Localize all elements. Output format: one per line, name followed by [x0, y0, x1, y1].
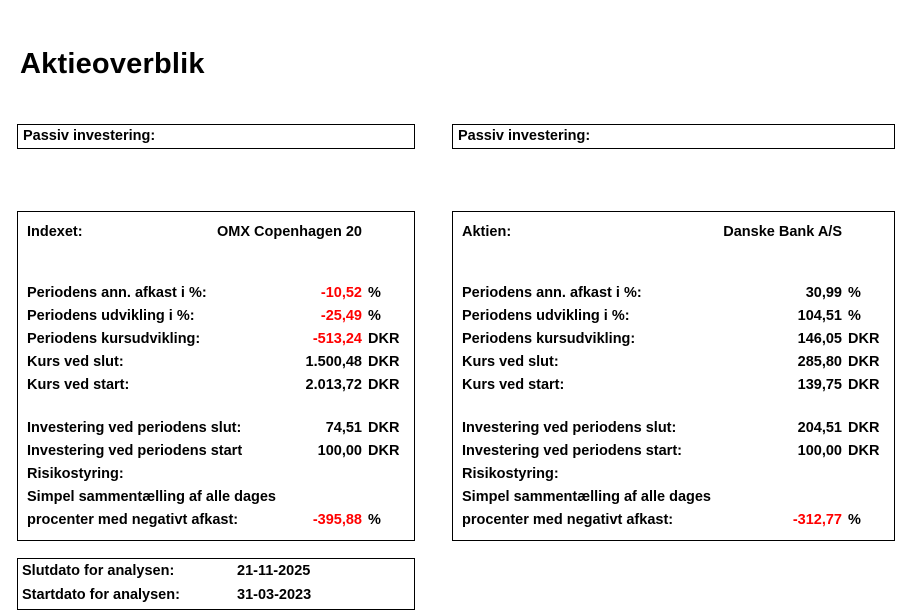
row-unit: DKR — [368, 443, 400, 459]
row-label: Periodens ann. afkast i %: — [27, 285, 207, 301]
row-unit: DKR — [848, 354, 880, 370]
row-unit: DKR — [368, 354, 400, 370]
passive-investing-label-right: Passiv investering: — [458, 128, 591, 144]
row-unit: % — [848, 512, 861, 528]
row-unit: % — [848, 308, 861, 324]
risk-value-row — [458, 509, 882, 532]
table-row — [23, 351, 402, 374]
risk-description-row — [458, 486, 882, 509]
row-label: Kurs ved start: — [27, 377, 130, 393]
row-value: 1.500,48 — [305, 354, 362, 370]
passive-investing-strip-left — [17, 124, 415, 149]
table-row — [458, 282, 882, 305]
start-date-label: Startdato for analysen: — [22, 587, 180, 603]
table-row — [458, 417, 882, 440]
row-value: -395,88 — [312, 512, 362, 528]
row-label: Kurs ved start: — [462, 377, 565, 393]
index-header-label: Indexet: — [27, 224, 83, 240]
risk-description-row — [23, 486, 402, 509]
table-row — [23, 305, 402, 328]
spacer — [458, 244, 882, 282]
row-value: -513,24 — [312, 331, 362, 347]
row-unit: DKR — [368, 331, 400, 347]
row-label: procenter med negativt afkast: — [462, 512, 674, 528]
row-value: 285,80 — [797, 354, 842, 370]
table-row — [23, 440, 402, 463]
row-value: -312,77 — [792, 512, 842, 528]
row-label: Periodens udvikling i %: — [27, 308, 195, 324]
end-date-label: Slutdato for analysen: — [22, 563, 175, 579]
table-row — [458, 374, 882, 397]
spacer — [23, 244, 402, 282]
table-row — [458, 328, 882, 351]
row-label: Periodens ann. afkast i %: — [462, 285, 642, 301]
stock-summary-panel — [452, 211, 895, 541]
row-unit: % — [368, 512, 381, 528]
row-unit: DKR — [368, 377, 400, 393]
row-value: 204,51 — [797, 420, 842, 436]
row-label: Periodens kursudvikling: — [27, 331, 201, 347]
row-value: 146,05 — [797, 331, 842, 347]
row-value: 74,51 — [325, 420, 362, 436]
row-unit: DKR — [848, 443, 880, 459]
risk-value-row — [23, 509, 402, 532]
index-header-value: OMX Copenhagen 20 — [216, 224, 362, 240]
row-unit: DKR — [848, 377, 880, 393]
risk-description: Simpel sammentælling af alle dages — [27, 489, 276, 505]
spacer — [458, 397, 882, 417]
row-label: procenter med negativt afkast: — [27, 512, 239, 528]
page-title: Aktieoverblik — [20, 48, 205, 80]
table-row — [23, 417, 402, 440]
risk-description: Simpel sammentælling af alle dages — [462, 489, 711, 505]
row-label: Kurs ved slut: — [462, 354, 559, 370]
start-date-value: 31-03-2023 — [237, 587, 312, 603]
row-value: 104,51 — [797, 308, 842, 324]
analysis-dates-panel — [17, 558, 415, 610]
table-row — [23, 328, 402, 351]
end-date-row — [18, 559, 414, 583]
table-row — [23, 282, 402, 305]
row-label: Investering ved periodens start — [27, 443, 243, 459]
row-value: 100,00 — [797, 443, 842, 459]
row-unit: DKR — [848, 420, 880, 436]
table-row — [458, 305, 882, 328]
row-label: Investering ved periodens slut: — [27, 420, 242, 436]
row-label: Investering ved periodens slut: — [462, 420, 677, 436]
row-value: 2.013,72 — [305, 377, 362, 393]
row-value: -10,52 — [320, 285, 362, 301]
spacer — [23, 397, 402, 417]
index-summary-panel — [17, 211, 415, 541]
row-unit: DKR — [848, 331, 880, 347]
table-row — [458, 351, 882, 374]
row-label: Investering ved periodens start: — [462, 443, 682, 459]
row-label: Periodens udvikling i %: — [462, 308, 630, 324]
risk-heading: Risikostyring: — [27, 466, 124, 482]
stock-header-value: Danske Bank A/S — [723, 224, 842, 240]
stock-header-row — [458, 221, 882, 244]
row-value: 100,00 — [317, 443, 362, 459]
row-unit: DKR — [368, 420, 400, 436]
passive-investing-strip-right — [452, 124, 895, 149]
row-value: 139,75 — [797, 377, 842, 393]
risk-heading-row — [23, 463, 402, 486]
start-date-row — [18, 583, 414, 607]
row-value: -25,49 — [320, 308, 362, 324]
row-unit: % — [368, 285, 381, 301]
risk-heading-row — [458, 463, 882, 486]
end-date-value: 21-11-2025 — [237, 563, 311, 579]
table-row — [458, 440, 882, 463]
passive-investing-label-left: Passiv investering: — [23, 128, 156, 144]
index-header-row — [23, 221, 402, 244]
row-label: Kurs ved slut: — [27, 354, 124, 370]
row-value: 30,99 — [805, 285, 842, 301]
table-row — [23, 374, 402, 397]
risk-heading: Risikostyring: — [462, 466, 559, 482]
row-unit: % — [848, 285, 861, 301]
row-label: Periodens kursudvikling: — [462, 331, 636, 347]
stock-header-label: Aktien: — [462, 224, 512, 240]
row-unit: % — [368, 308, 381, 324]
